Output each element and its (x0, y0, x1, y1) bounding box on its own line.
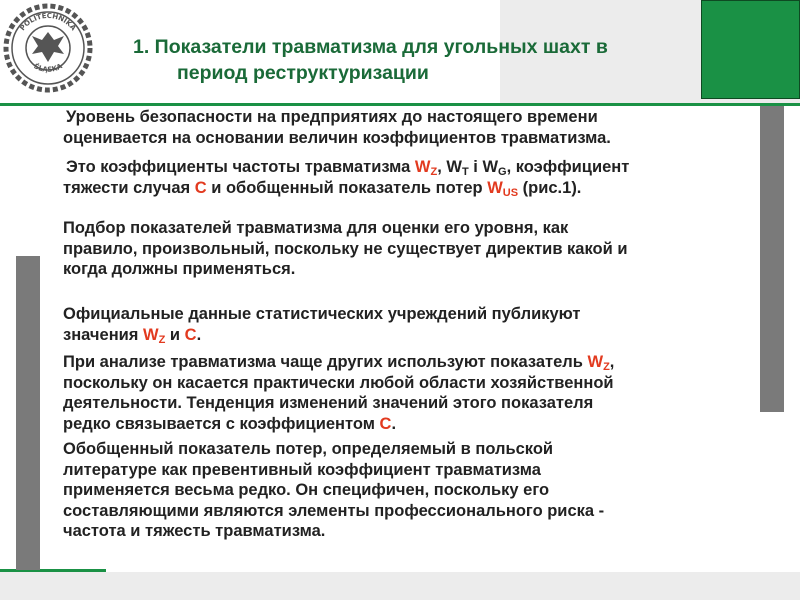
paragraph-5 (63, 352, 763, 434)
p2-text-mid: , коэффициент (506, 158, 630, 176)
p3-line-2: правило, произвольный, поскольку не существует директив какой и (63, 239, 628, 258)
c-label: C (379, 414, 392, 433)
slide-title (133, 34, 693, 86)
footer-background-panel (0, 572, 800, 600)
p2-text: Это коэффициенты частоты травматизма (66, 158, 415, 176)
p3-line-1: Подбор показателей травматизма для оценки его уровня, как (63, 219, 569, 237)
p5-line-2: поскольку он касается практически любой области хозяйственной (63, 373, 614, 392)
title-line-2: период реструктуризации (177, 62, 429, 84)
paragraph-2 (63, 157, 763, 198)
logo-bottom-text: ŚLĄSKA (32, 62, 64, 74)
paragraph-3 (63, 218, 763, 280)
p4-line-1: Официальные данные статистических учреждений публикуют (63, 305, 581, 323)
title-line-1: 1. Показатели травматизма для угольных шахт в (133, 36, 608, 58)
svg-text:ŚLĄSKA (32, 61, 64, 74)
logo-top-text: POLITECHNIKA (18, 11, 78, 33)
p5-line-3: деятельности. Тенденция изменений значений этого показателя (63, 394, 594, 412)
p2-line-1 (63, 157, 763, 178)
svg-text:POLITECHNIKA (19, 12, 78, 33)
paragraph-4 (63, 304, 763, 345)
header-divider-line (0, 103, 800, 106)
p6-line-1: Обобщенный показатель потер, определяемый в польской (63, 440, 554, 458)
wt-label: , W (437, 158, 462, 176)
university-logo (2, 2, 94, 94)
left-decorative-bar (16, 256, 40, 570)
p6-line-3: применяется весьма редко. Он специфичен, поскольку его (63, 481, 550, 499)
p1-line-2: оценивается на основании величин коэффициентов травматизма. (63, 128, 611, 147)
p1-line-1: Уровень безопасности на предприятиях до настоящего времени (66, 108, 598, 126)
p6-line-5: частота и тяжесть травматизма. (63, 522, 326, 540)
wz-label: $W_Z$ (587, 353, 610, 373)
wus-label: $W_{US}$ (487, 178, 519, 199)
right-decorative-bar (760, 106, 784, 412)
green-corner-box (701, 0, 800, 99)
p3-line-3: когда должны применяться. (63, 260, 296, 278)
p6-line-4: составляющими являются элементы профессионального риска - (63, 501, 605, 520)
c-label: C (184, 325, 197, 344)
p4-line-2: значения $W_Z$ и C. (63, 325, 202, 346)
wg-label: i W (468, 158, 499, 176)
p5-line-1: При анализе травматизма чаще других используют показатель $W_Z$, (63, 353, 615, 373)
p2-line-2: тяжести случая C и обобщенный показатель потер $W_{US}$ (рис.1). (63, 178, 582, 199)
wz-label: $W_Z$ (143, 325, 166, 346)
p5-line-4: редко связывается с коэффициентом C. (63, 414, 397, 433)
p6-line-2: литературе как превентивный коэффициент травматизма (63, 460, 541, 479)
wz-label: $W_Z$ (414, 158, 438, 178)
wt-sub: T (461, 166, 469, 178)
paragraph-1 (63, 107, 763, 148)
c-label: C (194, 178, 207, 197)
wg-sub: G (498, 166, 507, 178)
paragraph-6 (63, 439, 763, 542)
